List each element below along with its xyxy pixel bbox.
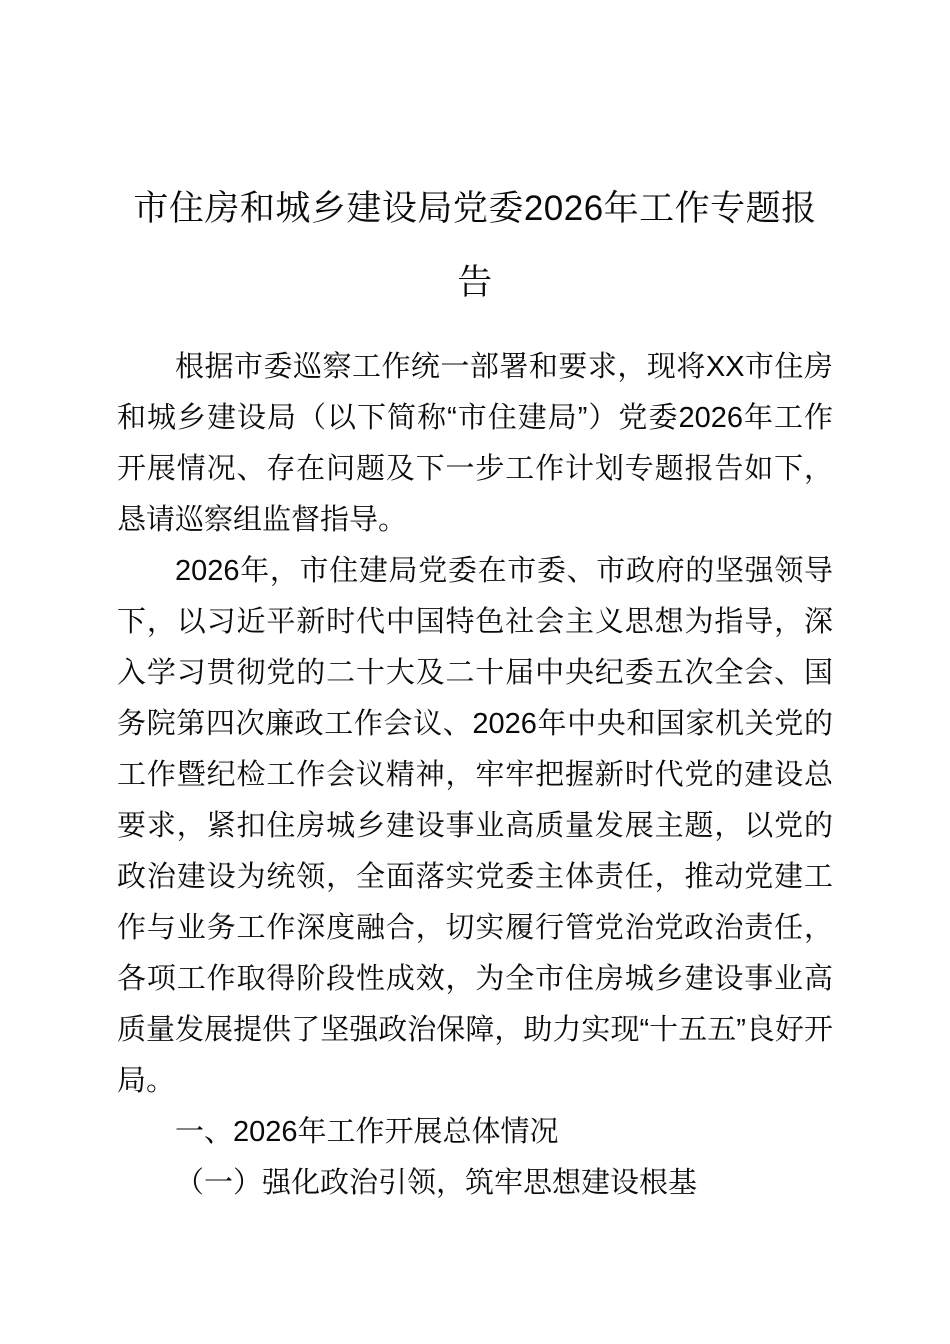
paragraph-intro: 根据市委巡察工作统一部署和要求，现将XX市住房和城乡建设局（以下简称“市住建局”）党委2026年工作开展情况、存在问题及下一步工作计划专题报告如下，恳请巡察组监督指导。 (117, 351, 833, 536)
document-content (117, 172, 833, 1209)
section-heading-level2: （一）强化政治引领，筑牢思想建设根基 (175, 1167, 698, 1199)
page-title: 市住房和城乡建设局党委2026年工作专题报告 (133, 189, 817, 302)
section-heading-level1: 一、2026年工作开展总体情况 (175, 1116, 559, 1148)
paragraph-overview: 2026年，市住建局党委在市委、市政府的坚强领导下，以习近平新时代中国特色社会主义思想为指导，深入学习贯彻党的二十大及二十届中央纪委五次全会、国务院第四次廉政工作会议、2026年中央和国家机关党的工作暨纪检工作会议精神，牢牢把握新时代党的建设总要求，紧扣住房城乡建设事业高质量发展主题，以党的政治建设为统领，全面落实党委主体责任，推动党建工作与业务工作深度融合，切实履行管党治党政治责任，各项工作取得阶段性成效，为全市住房城乡建设事业高质量发展提供了坚强政治保障，助力实现“十五五”良好开局。 (117, 555, 833, 1097)
